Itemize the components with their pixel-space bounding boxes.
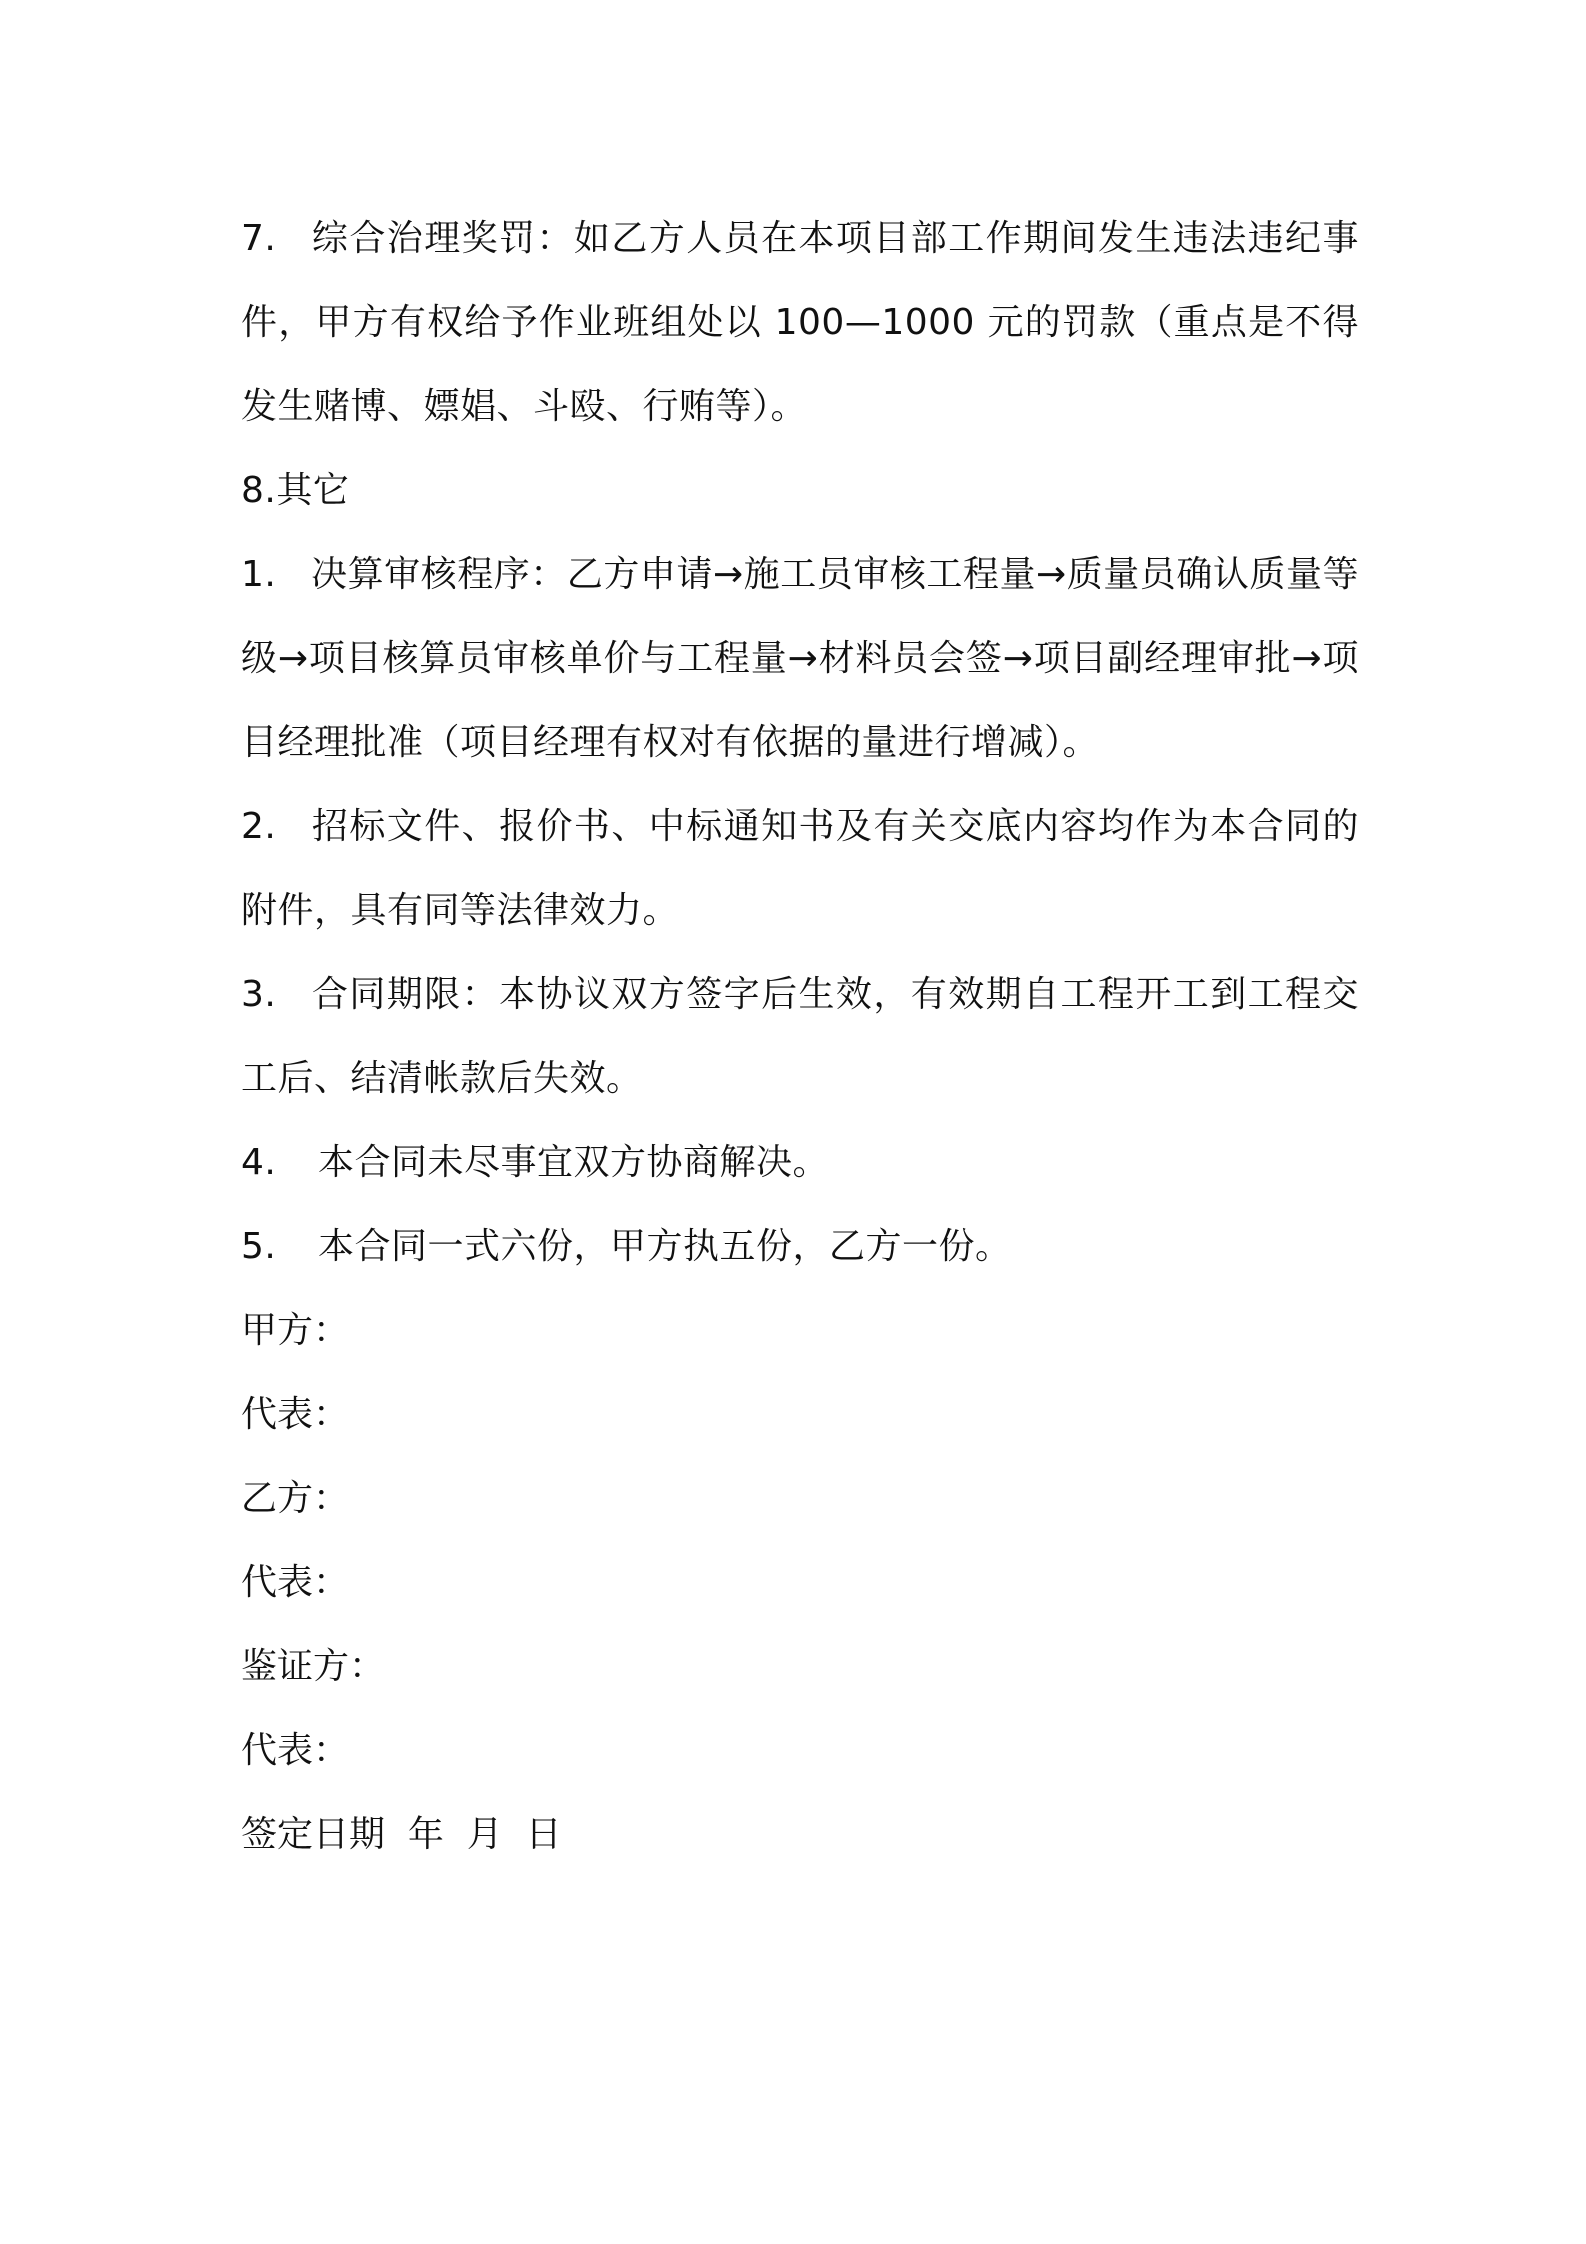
item-number: 5. (241, 1226, 277, 1267)
party-b-label: 乙方： (241, 1478, 350, 1519)
item-number: 2. (241, 806, 277, 847)
item-text: 合同期限：本协议双方签字后生效，有效期自工程开工到工程交工后、结清帐款后失效。 (241, 974, 1359, 1099)
party-a-label: 甲方： (241, 1310, 350, 1351)
signing-date-label: 签定日期 年 月 日 (241, 1814, 562, 1855)
item-number: 1. (241, 554, 277, 595)
witness-rep-label: 代表： (241, 1730, 350, 1771)
list-item-4 (241, 1121, 1359, 1205)
clause-7 (241, 197, 1359, 449)
clause-number: 7. (241, 218, 277, 259)
item-number: 3. (241, 974, 277, 1015)
section-heading: 8.其它 (241, 470, 350, 511)
item-text: 招标文件、报价书、中标通知书及有关交底内容均作为本合同的附件，具有同等法律效力。 (241, 806, 1359, 931)
party-a-rep-label: 代表： (241, 1394, 350, 1435)
list-item-2 (241, 785, 1359, 953)
list-item-3 (241, 953, 1359, 1121)
list-item-5 (241, 1205, 1359, 1289)
party-b-rep-label: 代表： (241, 1562, 350, 1603)
item-text: 本合同未尽事宜双方协商解决。 (318, 1142, 830, 1183)
witness-label: 鉴证方： (241, 1646, 386, 1687)
item-text: 本合同一式六份，甲方执五份，乙方一份。 (318, 1226, 1012, 1267)
item-text: 决算审核程序：乙方申请→施工员审核工程量→质量员确认质量等级→项目核算员审核单价与工程量→材料员会签→项目副经理审批→项目经理批准（项目经理有权对有依据的量进行增减）。 (241, 554, 1359, 763)
clause-text: 综合治理奖罚：如乙方人员在本项目部工作期间发生违法违纪事件，甲方有权给予作业班组处以 100—1000 元的罚款（重点是不得发生赌博、嫖娼、斗殴、行贿等）。 (241, 218, 1359, 427)
list-item-1 (241, 533, 1359, 785)
item-number: 4. (241, 1142, 277, 1183)
document-body (241, 197, 1359, 1877)
